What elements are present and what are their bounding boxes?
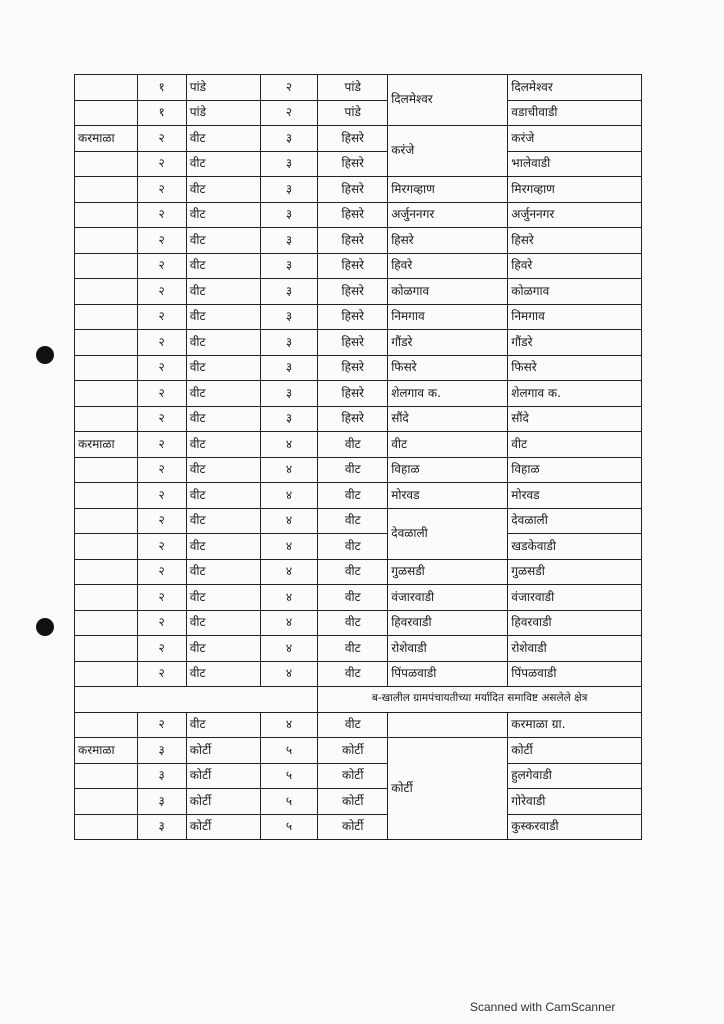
circle-number-cell: १ [137,100,186,126]
village-cell: हिवरे [508,253,642,279]
taluka-cell [75,763,138,789]
gram-panchayat-cell: हिवरवाडी [388,610,508,636]
sajja-number-cell: ३ [260,253,317,279]
circle-number-cell: २ [137,381,186,407]
sajja-name-cell: हिसरे [318,381,388,407]
circle-number-cell: २ [137,534,186,560]
sajja-number-cell: ४ [260,534,317,560]
taluka-cell [75,330,138,356]
sajja-number-cell: ५ [260,738,317,764]
circle-name-cell: पांडे [186,100,260,126]
village-cell: निमगाव [508,304,642,330]
taluka-cell [75,610,138,636]
circle-number-cell: २ [137,661,186,687]
sajja-name-cell: वीट [318,712,388,738]
circle-name-cell: कोर्टी [186,738,260,764]
taluka-cell: करमाळा [75,126,138,152]
village-cell: पिंपळवाडी [508,661,642,687]
sajja-number-cell: ४ [260,483,317,509]
table-row [75,687,642,713]
gram-panchayat-cell: सौंदे [388,406,508,432]
circle-name-cell: वीट [186,483,260,509]
sajja-number-cell: ४ [260,432,317,458]
circle-name-cell: वीट [186,279,260,305]
taluka-cell [75,789,138,815]
sajja-number-cell: ३ [260,381,317,407]
circle-number-cell: २ [137,432,186,458]
table-row [75,457,642,483]
circle-number-cell: २ [137,406,186,432]
gram-panchayat-cell: कोर्टी [388,738,508,840]
table-row [75,508,642,534]
sajja-name-cell: वीट [318,483,388,509]
gram-panchayat-cell: मिरगव्हाण [388,177,508,203]
sajja-number-cell: ४ [260,712,317,738]
circle-number-cell: २ [137,304,186,330]
village-cell: मोरवड [508,483,642,509]
circle-name-cell: कोर्टी [186,763,260,789]
circle-name-cell: वीट [186,585,260,611]
sajja-number-cell: ४ [260,585,317,611]
sajja-name-cell: वीट [318,508,388,534]
village-cell: करंजे [508,126,642,152]
gram-panchayat-cell: रोशेवाडी [388,636,508,662]
circle-name-cell: वीट [186,712,260,738]
taluka-cell: करमाळा [75,432,138,458]
sajja-number-cell: ३ [260,279,317,305]
table-row [75,75,642,101]
taluka-cell [75,177,138,203]
table-row [75,789,642,815]
village-cell: हुलगेवाडी [508,763,642,789]
sajja-name-cell: वीट [318,534,388,560]
village-cell: मिरगव्हाण [508,177,642,203]
circle-name-cell: वीट [186,228,260,254]
circle-name-cell: वीट [186,304,260,330]
sajja-name-cell: वीट [318,432,388,458]
circle-number-cell: २ [137,202,186,228]
taluka-cell [75,75,138,101]
table-row [75,279,642,305]
sajja-number-cell: ४ [260,457,317,483]
circle-name-cell: कोर्टी [186,789,260,815]
sajja-number-cell: ४ [260,636,317,662]
table-row [75,330,642,356]
circle-name-cell: वीट [186,661,260,687]
gram-panchayat-cell [388,712,508,738]
sajja-name-cell: हिसरे [318,279,388,305]
sajja-name-cell: हिसरे [318,202,388,228]
gram-panchayat-cell: हिसरे [388,228,508,254]
sajja-number-cell: ३ [260,355,317,381]
sajja-number-cell: ३ [260,177,317,203]
village-cell: गुळसडी [508,559,642,585]
punch-hole-lower [36,618,54,636]
sajja-name-cell: हिसरे [318,355,388,381]
circle-number-cell: २ [137,585,186,611]
village-cell: वंजारवाडी [508,585,642,611]
village-cell: वीट [508,432,642,458]
taluka-cell [75,355,138,381]
village-cell: गौंडरे [508,330,642,356]
circle-number-cell: २ [137,559,186,585]
note-blank-cell [75,687,318,713]
taluka-cell [75,585,138,611]
table-row [75,534,642,560]
sajja-name-cell: वीट [318,636,388,662]
village-cell: विहाळ [508,457,642,483]
scanner-footer: Scanned with CamScanner [470,1000,616,1014]
taluka-cell [75,279,138,305]
circle-name-cell: कोर्टी [186,814,260,840]
taluka-cell [75,559,138,585]
table-row [75,814,642,840]
sajja-name-cell: वीट [318,585,388,611]
village-cell: अर्जुननगर [508,202,642,228]
sajja-number-cell: ३ [260,202,317,228]
circle-name-cell: वीट [186,432,260,458]
sajja-name-cell: वीट [318,559,388,585]
village-cell: दिलमेश्वर [508,75,642,101]
circle-name-cell: वीट [186,406,260,432]
circle-number-cell: २ [137,610,186,636]
gram-panchayat-cell: निमगाव [388,304,508,330]
circle-number-cell: २ [137,253,186,279]
circle-number-cell: २ [137,712,186,738]
table-row [75,381,642,407]
gram-panchayat-cell: करंजे [388,126,508,177]
circle-name-cell: वीट [186,126,260,152]
circle-name-cell: पांडे [186,75,260,101]
sajja-name-cell: हिसरे [318,406,388,432]
sajja-name-cell: हिसरे [318,151,388,177]
sajja-number-cell: ५ [260,763,317,789]
gram-panchayat-cell: विहाळ [388,457,508,483]
table-row [75,202,642,228]
circle-number-cell: २ [137,151,186,177]
sajja-name-cell: हिसरे [318,330,388,356]
table-row [75,636,642,662]
circle-number-cell: ३ [137,738,186,764]
gram-panchayat-cell: मोरवड [388,483,508,509]
gram-panchayat-cell: वीट [388,432,508,458]
taluka-cell [75,483,138,509]
table-row [75,151,642,177]
circle-number-cell: ३ [137,763,186,789]
table-row [75,712,642,738]
taluka-cell [75,661,138,687]
village-cell: भालेवाडी [508,151,642,177]
sajja-name-cell: हिसरे [318,177,388,203]
sajja-number-cell: ४ [260,610,317,636]
village-cell: रोशेवाडी [508,636,642,662]
village-cell: सौंदे [508,406,642,432]
sajja-number-cell: ३ [260,330,317,356]
table-row [75,585,642,611]
sajja-name-cell: हिसरे [318,304,388,330]
gram-panchayat-cell: अर्जुननगर [388,202,508,228]
circle-number-cell: २ [137,355,186,381]
gram-panchayat-cell: फिसरे [388,355,508,381]
taluka-cell: करमाळा [75,738,138,764]
gram-panchayat-cell: कोळगाव [388,279,508,305]
table-row [75,126,642,152]
sajja-name-cell: वीट [318,661,388,687]
taluka-cell [75,406,138,432]
circle-name-cell: वीट [186,355,260,381]
village-cell: कोळगाव [508,279,642,305]
sajja-number-cell: २ [260,75,317,101]
circle-name-cell: वीट [186,457,260,483]
village-cell: देवळाली [508,508,642,534]
sajja-number-cell: ५ [260,789,317,815]
village-cell: फिसरे [508,355,642,381]
village-cell: कुस्करवाडी [508,814,642,840]
taluka-cell [75,381,138,407]
taluka-cell [75,100,138,126]
sajja-name-cell: पांडे [318,100,388,126]
circle-name-cell: वीट [186,177,260,203]
village-table [74,74,642,840]
sajja-name-cell: कोर्टी [318,814,388,840]
taluka-cell [75,508,138,534]
table-row [75,304,642,330]
gram-panchayat-cell: दिलमेश्वर [388,75,508,126]
sajja-number-cell: ३ [260,126,317,152]
village-cell: करमाळा ग्रा. [508,712,642,738]
circle-name-cell: वीट [186,202,260,228]
circle-name-cell: वीट [186,381,260,407]
sajja-name-cell: कोर्टी [318,763,388,789]
gram-panchayat-cell: पिंपळवाडी [388,661,508,687]
sajja-name-cell: हिसरे [318,126,388,152]
table-row [75,177,642,203]
taluka-cell [75,151,138,177]
table-row [75,406,642,432]
taluka-cell [75,534,138,560]
circle-number-cell: ३ [137,789,186,815]
taluka-cell [75,253,138,279]
section-note: ब-खालील ग्रामपंचायतीच्या मर्यादित समाविष्ट असलेले क्षेत्र [318,687,642,713]
gram-panchayat-cell: गुळसडी [388,559,508,585]
circle-number-cell: २ [137,126,186,152]
table-row [75,738,642,764]
village-cell: गोरेवाडी [508,789,642,815]
circle-number-cell: २ [137,483,186,509]
sajja-name-cell: कोर्टी [318,789,388,815]
gram-panchayat-cell: गौंडरे [388,330,508,356]
gram-panchayat-cell: शेलगाव क. [388,381,508,407]
village-cell: कोर्टी [508,738,642,764]
table-row [75,228,642,254]
table-row [75,661,642,687]
table-row [75,432,642,458]
village-cell: हिसरे [508,228,642,254]
circle-number-cell: २ [137,330,186,356]
table-row [75,610,642,636]
taluka-cell [75,636,138,662]
circle-name-cell: वीट [186,151,260,177]
circle-name-cell: वीट [186,330,260,356]
sajja-name-cell: वीट [318,610,388,636]
table-row [75,355,642,381]
table-row [75,253,642,279]
taluka-cell [75,814,138,840]
sajja-number-cell: २ [260,100,317,126]
circle-name-cell: वीट [186,508,260,534]
table-row [75,763,642,789]
gram-panchayat-cell: हिवरे [388,253,508,279]
sajja-number-cell: ३ [260,304,317,330]
table-row [75,483,642,509]
taluka-cell [75,712,138,738]
circle-number-cell: ३ [137,814,186,840]
circle-number-cell: २ [137,279,186,305]
sajja-name-cell: कोर्टी [318,738,388,764]
sajja-name-cell: पांडे [318,75,388,101]
village-cell: हिवरवाडी [508,610,642,636]
circle-name-cell: वीट [186,253,260,279]
table-row [75,100,642,126]
circle-name-cell: वीट [186,559,260,585]
village-cell: खडकेवाडी [508,534,642,560]
taluka-cell [75,304,138,330]
circle-number-cell: २ [137,636,186,662]
sajja-name-cell: वीट [318,457,388,483]
sajja-number-cell: ४ [260,508,317,534]
circle-number-cell: १ [137,75,186,101]
punch-hole-upper [36,346,54,364]
sajja-name-cell: हिसरे [318,253,388,279]
village-cell: शेलगाव क. [508,381,642,407]
sajja-number-cell: ५ [260,814,317,840]
sajja-number-cell: ३ [260,406,317,432]
circle-number-cell: २ [137,228,186,254]
taluka-cell [75,228,138,254]
table-row [75,559,642,585]
circle-name-cell: वीट [186,610,260,636]
circle-number-cell: २ [137,508,186,534]
village-cell: वडाचीवाडी [508,100,642,126]
circle-number-cell: २ [137,177,186,203]
sajja-number-cell: ३ [260,228,317,254]
sajja-number-cell: ३ [260,151,317,177]
sajja-name-cell: हिसरे [318,228,388,254]
sajja-number-cell: ४ [260,661,317,687]
taluka-cell [75,457,138,483]
taluka-cell [75,202,138,228]
circle-name-cell: वीट [186,534,260,560]
circle-name-cell: वीट [186,636,260,662]
sajja-number-cell: ४ [260,559,317,585]
circle-number-cell: २ [137,457,186,483]
gram-panchayat-cell: देवळाली [388,508,508,559]
gram-panchayat-cell: वंजारवाडी [388,585,508,611]
